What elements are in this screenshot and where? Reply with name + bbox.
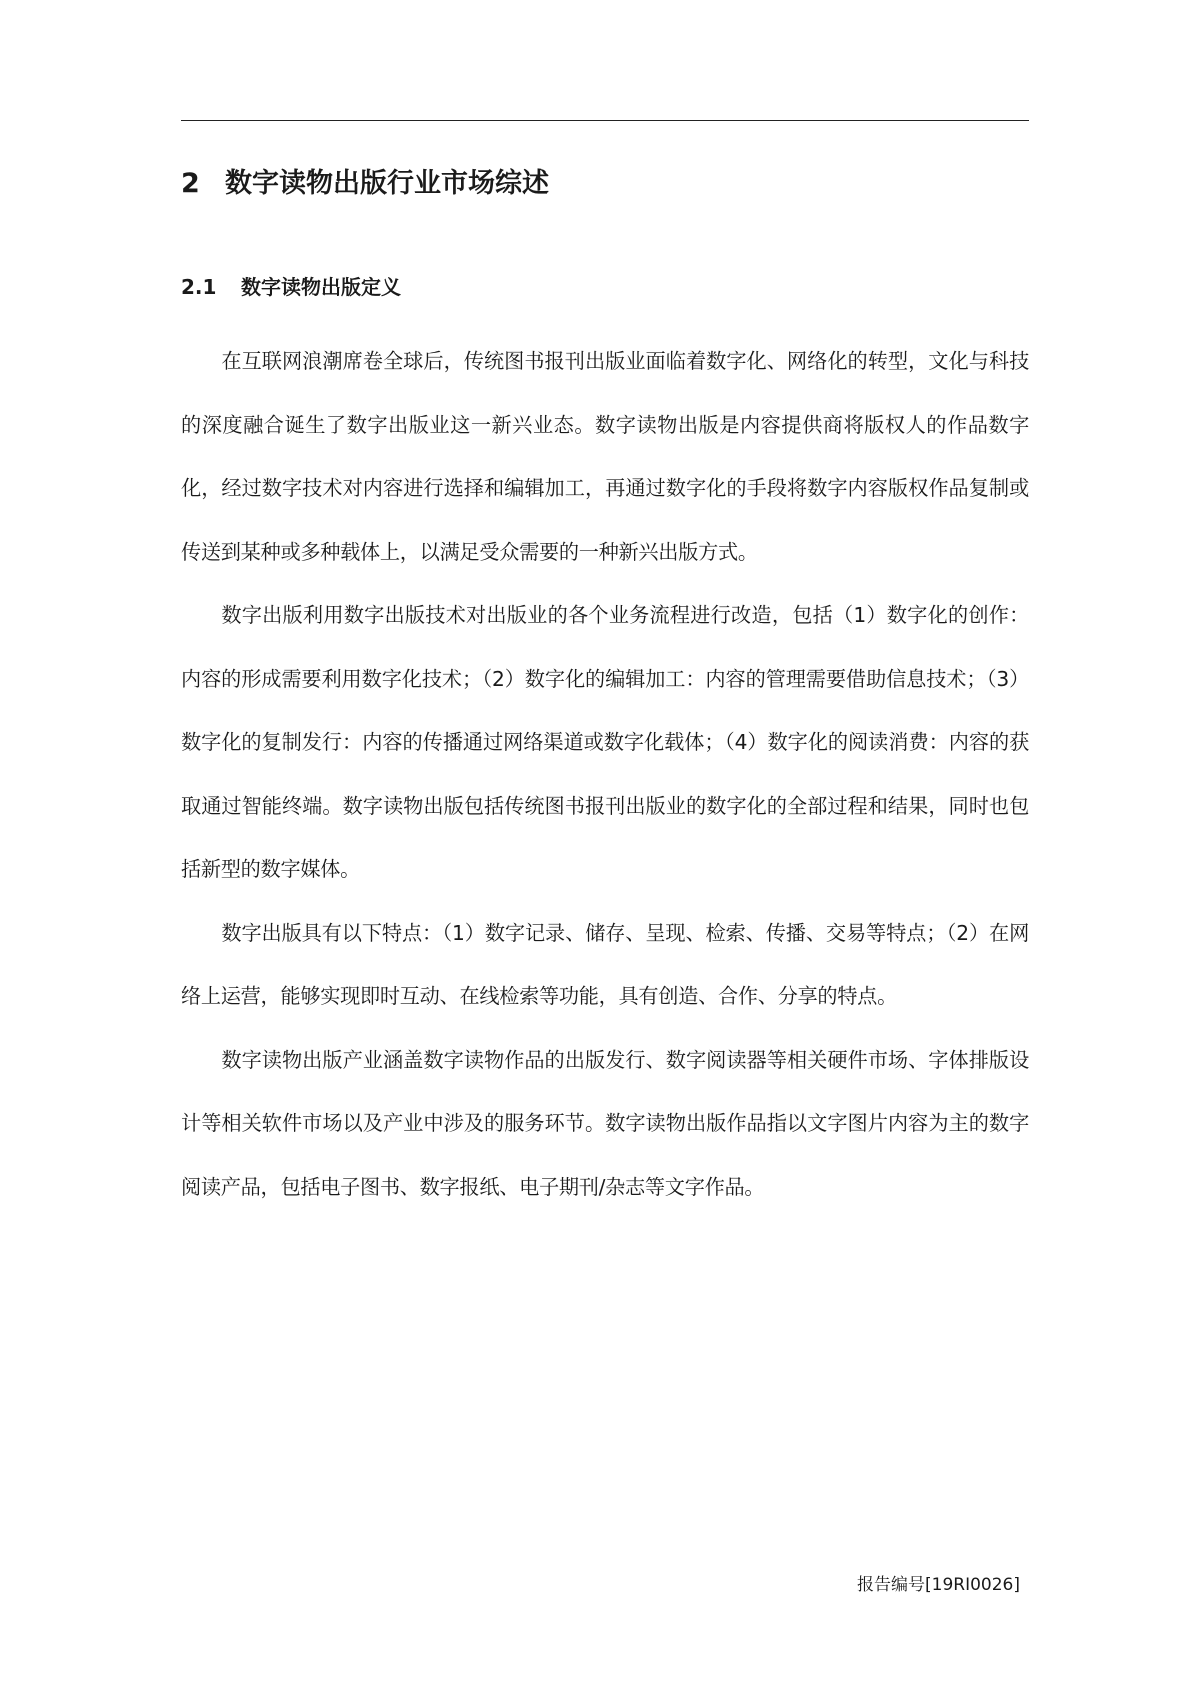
chapter-heading <box>181 164 1029 204</box>
section-heading <box>181 272 1029 302</box>
report-code: 报告编号[19RI0026] <box>857 1575 1020 1595</box>
header-rule <box>181 120 1029 121</box>
chapter-number: 2 <box>181 168 200 199</box>
section-title: 数字读物出版定义 <box>241 275 401 299</box>
paragraph-definition: 在互联网浪潮席卷全球后，传统图书报刊出版业面临着数字化、网络化的转型，文化与科技的深度融合诞生了数字出版业这一新兴业态。数字读物出版是内容提供商将版权人的作品数字化，经过数字技术对内容进行选择和编辑加工，再通过数字化的手段将数字内容版权作品复制或传送到某种或多种载体上，以满足受众需要的一种新兴出版方式。 <box>181 349 1029 564</box>
paragraph-features: 数字出版具有以下特点：（1）数字记录、储存、呈现、检索、传播、交易等特点；（2）在网络上运营，能够实现即时互动、在线检索等功能，具有创造、合作、分享的特点。 <box>181 920 1029 1008</box>
paragraph-industry: 数字读物出版产业涵盖数字读物作品的出版发行、数字阅读器等相关硬件市场、字体排版设计等相关软件市场以及产业中涉及的服务环节。数字读物出版作品指以文字图片内容为主的数字阅读产品，包括电子图书、数字报纸、电子期刊/杂志等文字作品。 <box>181 1047 1029 1199</box>
body-text <box>181 330 1029 1219</box>
section-number: 2.1 <box>181 275 217 299</box>
paragraph-process: 数字出版利用数字出版技术对出版业的各个业务流程进行改造，包括（1）数字化的创作：内容的形成需要利用数字化技术；（2）数字化的编辑加工：内容的管理需要借助信息技术；（3）数字化的复制发行：内容的传播通过网络渠道或数字化载体；（4）数字化的阅读消费：内容的获取通过智能终端。数字读物出版包括传统图书报刊出版业的数字化的全部过程和结果，同时也包括新型的数字媒体。 <box>181 603 1029 881</box>
chapter-title: 数字读物出版行业市场综述 <box>225 168 549 199</box>
